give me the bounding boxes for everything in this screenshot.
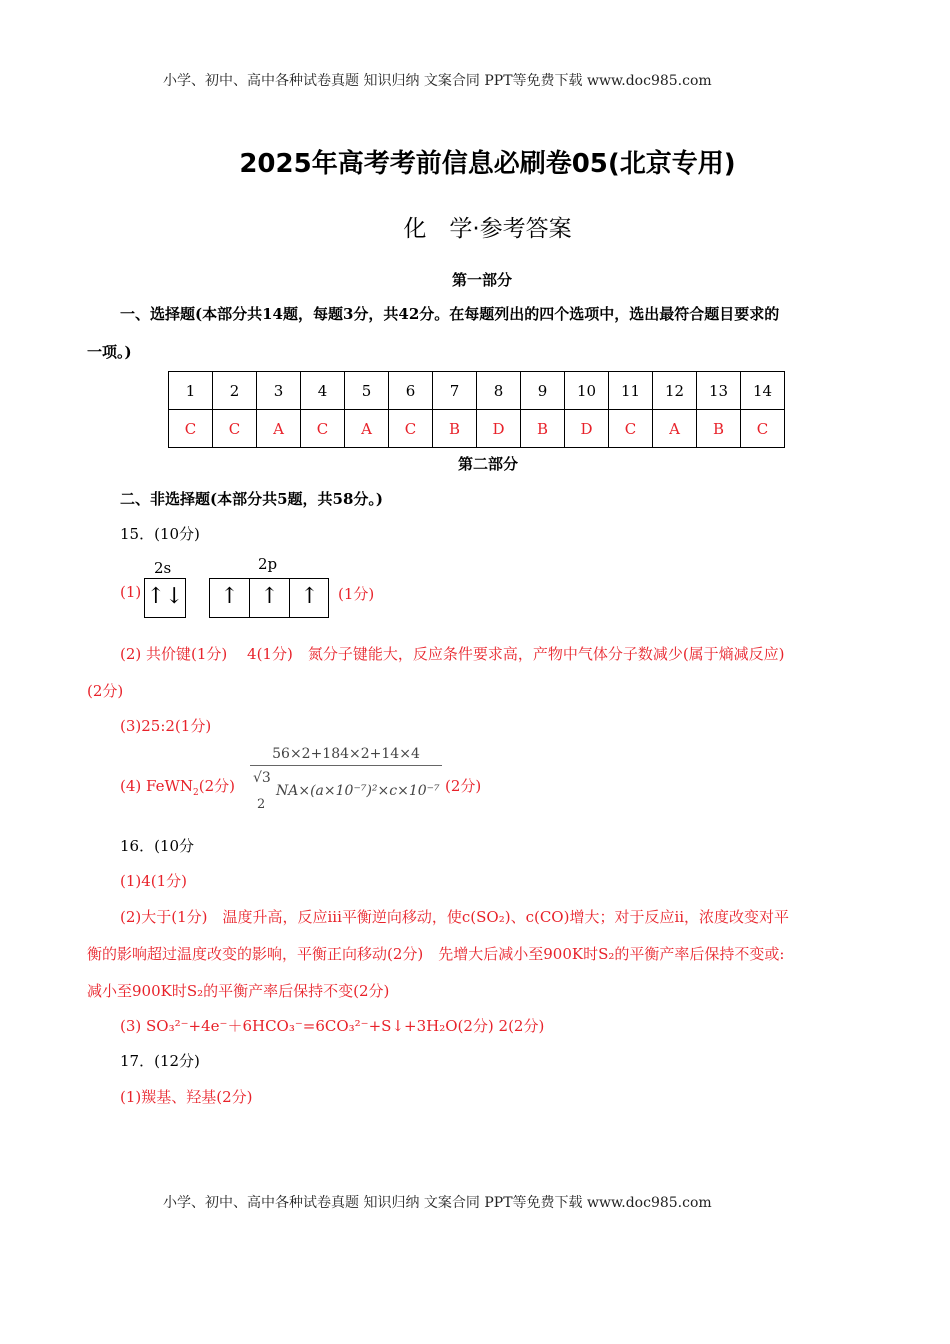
section-one-heading-cont: 一项。) <box>87 343 132 361</box>
question-number-cell: 11 <box>609 372 653 410</box>
question-number-cell: 14 <box>741 372 785 410</box>
orbital-2p-label: 2p <box>258 555 278 573</box>
answer-cell: C <box>609 410 653 448</box>
question-number-cell: 9 <box>521 372 565 410</box>
question-number-cell: 8 <box>477 372 521 410</box>
question-number-cell: 5 <box>345 372 389 410</box>
page-footer: 小学、初中、高中各种试卷真题 知识归纳 文案合同 PPT等免费下载 www.doc985.com <box>163 1195 712 1211</box>
answer-cell: D <box>565 410 609 448</box>
answer-cell: A <box>345 410 389 448</box>
density-denominator: NA×(a×10⁻⁷)²×c×10⁻⁷ <box>276 783 440 799</box>
answer-cell: C <box>169 410 213 448</box>
answer-cell: A <box>653 410 697 448</box>
q16-part2: (2)大于(1分) 温度升高，反应iii平衡逆向移动，使c(SO₂)、c(CO)增大；对于反应ii，浓度改变对平 <box>120 908 790 926</box>
answer-cell: B <box>521 410 565 448</box>
q16-part1: (1)4(1分) <box>120 872 188 890</box>
score-text: (2分) <box>198 777 236 795</box>
q16-part3: (3) SO₃²⁻+4e⁻＋6HCO₃⁻=6CO₃²⁻+S↓+3H₂O(2分) 2(2分) <box>120 1017 545 1035</box>
orbital-2s-label: 2s <box>154 559 172 577</box>
q17-heading: 17．(12分) <box>120 1052 200 1070</box>
question-number-cell: 10 <box>565 372 609 410</box>
arrow-up-icon: ↑ <box>220 584 239 609</box>
formula-text: (4) FeWN <box>120 777 194 795</box>
question-number-cell: 3 <box>257 372 301 410</box>
answer-row <box>169 410 785 448</box>
page-header: 小学、初中、高中各种试卷真题 知识归纳 文案合同 PPT等免费下载 www.doc985.com <box>163 73 712 89</box>
answer-cell: C <box>389 410 433 448</box>
answer-table <box>168 371 785 448</box>
q17-part1: (1)羰基、羟基(2分) <box>120 1088 253 1106</box>
question-number-cell: 2 <box>213 372 257 410</box>
q15-part4-score: (2分) <box>445 777 482 795</box>
answer-cell: C <box>213 410 257 448</box>
page-subtitle: 化 学·参考答案 <box>403 216 572 242</box>
answer-cell: B <box>433 410 477 448</box>
answer-cell: B <box>697 410 741 448</box>
q15-part2: (2) 共价键(1分) 4(1分) 氮分子键能大，反应条件要求高，产物中气体分子数减少(属于熵减反应) <box>120 645 785 663</box>
q16-heading: 16．(10分 <box>120 837 195 855</box>
q15-part1-label: (1) <box>120 583 142 601</box>
sqrt3: √3 <box>253 770 271 786</box>
question-number-cell: 13 <box>697 372 741 410</box>
question-number-cell: 7 <box>433 372 477 410</box>
arrow-up-icon: ↑ <box>260 584 279 609</box>
q15-part2-cont: (2分) <box>87 682 124 700</box>
section-two-heading: 二、非选择题(本部分共5题，共58分。) <box>120 490 384 508</box>
orbital-2p-box <box>209 578 329 618</box>
two: 2 <box>257 797 266 812</box>
answer-cell: C <box>741 410 785 448</box>
question-number-cell: 6 <box>389 372 433 410</box>
part-one-heading: 第一部分 <box>452 271 513 289</box>
q16-part2-cont2: 减小至900K时S₂的平衡产率后保持不变(2分) <box>87 982 390 1000</box>
orbital-2s-box <box>144 578 186 618</box>
density-numerator: 56×2+184×2+14×4 <box>250 746 442 766</box>
q16-part2-cont: 衡的影响超过温度改变的影响，平衡正向移动(2分) 先增大后减小至900K时S₂的平衡产率后保持不变或: <box>87 945 785 963</box>
part-two-heading: 第二部分 <box>458 455 519 473</box>
q15-part4 <box>120 775 235 798</box>
answer-cell: C <box>301 410 345 448</box>
question-number-cell: 12 <box>653 372 697 410</box>
q15-heading: 15．(10分) <box>120 525 200 543</box>
q15-part3: (3)25:2(1分) <box>120 717 212 735</box>
answer-cell: A <box>257 410 301 448</box>
question-number-cell: 4 <box>301 372 345 410</box>
answer-cell: D <box>477 410 521 448</box>
question-number-row <box>169 372 785 410</box>
subscript: 2 <box>193 788 199 798</box>
q15-part1-score: (1分) <box>338 585 375 603</box>
arrow-down-icon: ↓ <box>165 584 184 609</box>
arrow-up-icon: ↑ <box>300 584 319 609</box>
arrow-up-icon: ↑ <box>146 584 165 609</box>
section-one-heading: 一、选择题(本部分共14题，每题3分，共42分。在每题列出的四个选项中，选出最符合题目要求的 <box>120 305 780 323</box>
page-title: 2025年高考考前信息必刷卷05(北京专用) <box>239 149 736 179</box>
question-number-cell: 1 <box>169 372 213 410</box>
